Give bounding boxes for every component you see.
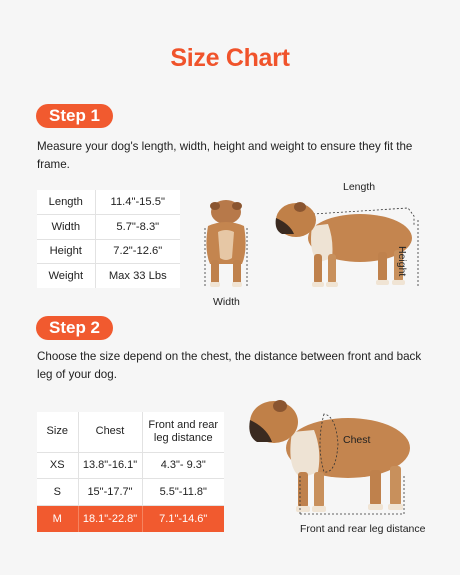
- width-label: Width: [213, 296, 240, 308]
- step2-badge: Step 2: [36, 316, 113, 340]
- measurements-table: [37, 190, 180, 288]
- leg-distance-label: Front and rear leg distance: [300, 523, 426, 535]
- step2-instructions: Choose the size depend on the chest, the distance between front and back leg of your dog.: [37, 350, 422, 381]
- table-row: [37, 452, 224, 479]
- chest-cell: 13.8"-16.1": [78, 452, 142, 479]
- header-size: Size: [37, 412, 78, 452]
- measure-value: 11.4"-15.5": [95, 190, 180, 215]
- header-leg-line2: leg distance: [153, 431, 213, 444]
- leg-cell: 4.3"- 9.3": [142, 452, 224, 479]
- dog-rear-view-image: [198, 198, 254, 294]
- measure-key: Length: [37, 190, 95, 215]
- table-row-highlighted: [37, 505, 224, 532]
- table-row: [37, 190, 180, 215]
- height-label: Height: [396, 246, 408, 277]
- measure-key: Width: [37, 215, 95, 240]
- table-row: [37, 479, 224, 506]
- size-cell: XS: [37, 452, 78, 479]
- measure-key: Height: [37, 239, 95, 264]
- size-table: [37, 412, 224, 532]
- table-row: [37, 215, 180, 240]
- dog-side-view-image: [268, 196, 438, 296]
- length-label: Length: [343, 181, 376, 193]
- table-row: [37, 239, 180, 264]
- leg-cell: 5.5"-11.8": [142, 479, 224, 506]
- table-header-row: [37, 412, 224, 452]
- step1-instructions: Measure your dog's length, width, height and weight to ensure they fit the frame.: [37, 140, 413, 171]
- measure-value: 5.7"-8.3": [95, 215, 180, 240]
- header-leg-line1: Front and rear: [148, 418, 219, 431]
- chest-cell: 15"-17.7": [78, 479, 142, 506]
- table-row: [37, 264, 180, 289]
- dog-chest-view-image: [240, 392, 426, 518]
- measure-value: Max 33 Lbs: [108, 270, 167, 282]
- chest-cell: 18.1"-22.8": [78, 505, 142, 532]
- page-title: Size Chart: [170, 44, 290, 72]
- measure-value: 7.2"-12.6": [95, 239, 180, 264]
- measure-key: Weight: [37, 264, 95, 289]
- chest-label: Chest: [343, 434, 371, 446]
- leg-cell: 7.1"-14.6": [142, 505, 224, 532]
- step1-badge: Step 1: [36, 104, 113, 128]
- size-cell: M: [37, 505, 78, 532]
- header-chest: Chest: [78, 412, 142, 452]
- header-leg-distance: [142, 412, 224, 452]
- size-cell: S: [37, 479, 78, 506]
